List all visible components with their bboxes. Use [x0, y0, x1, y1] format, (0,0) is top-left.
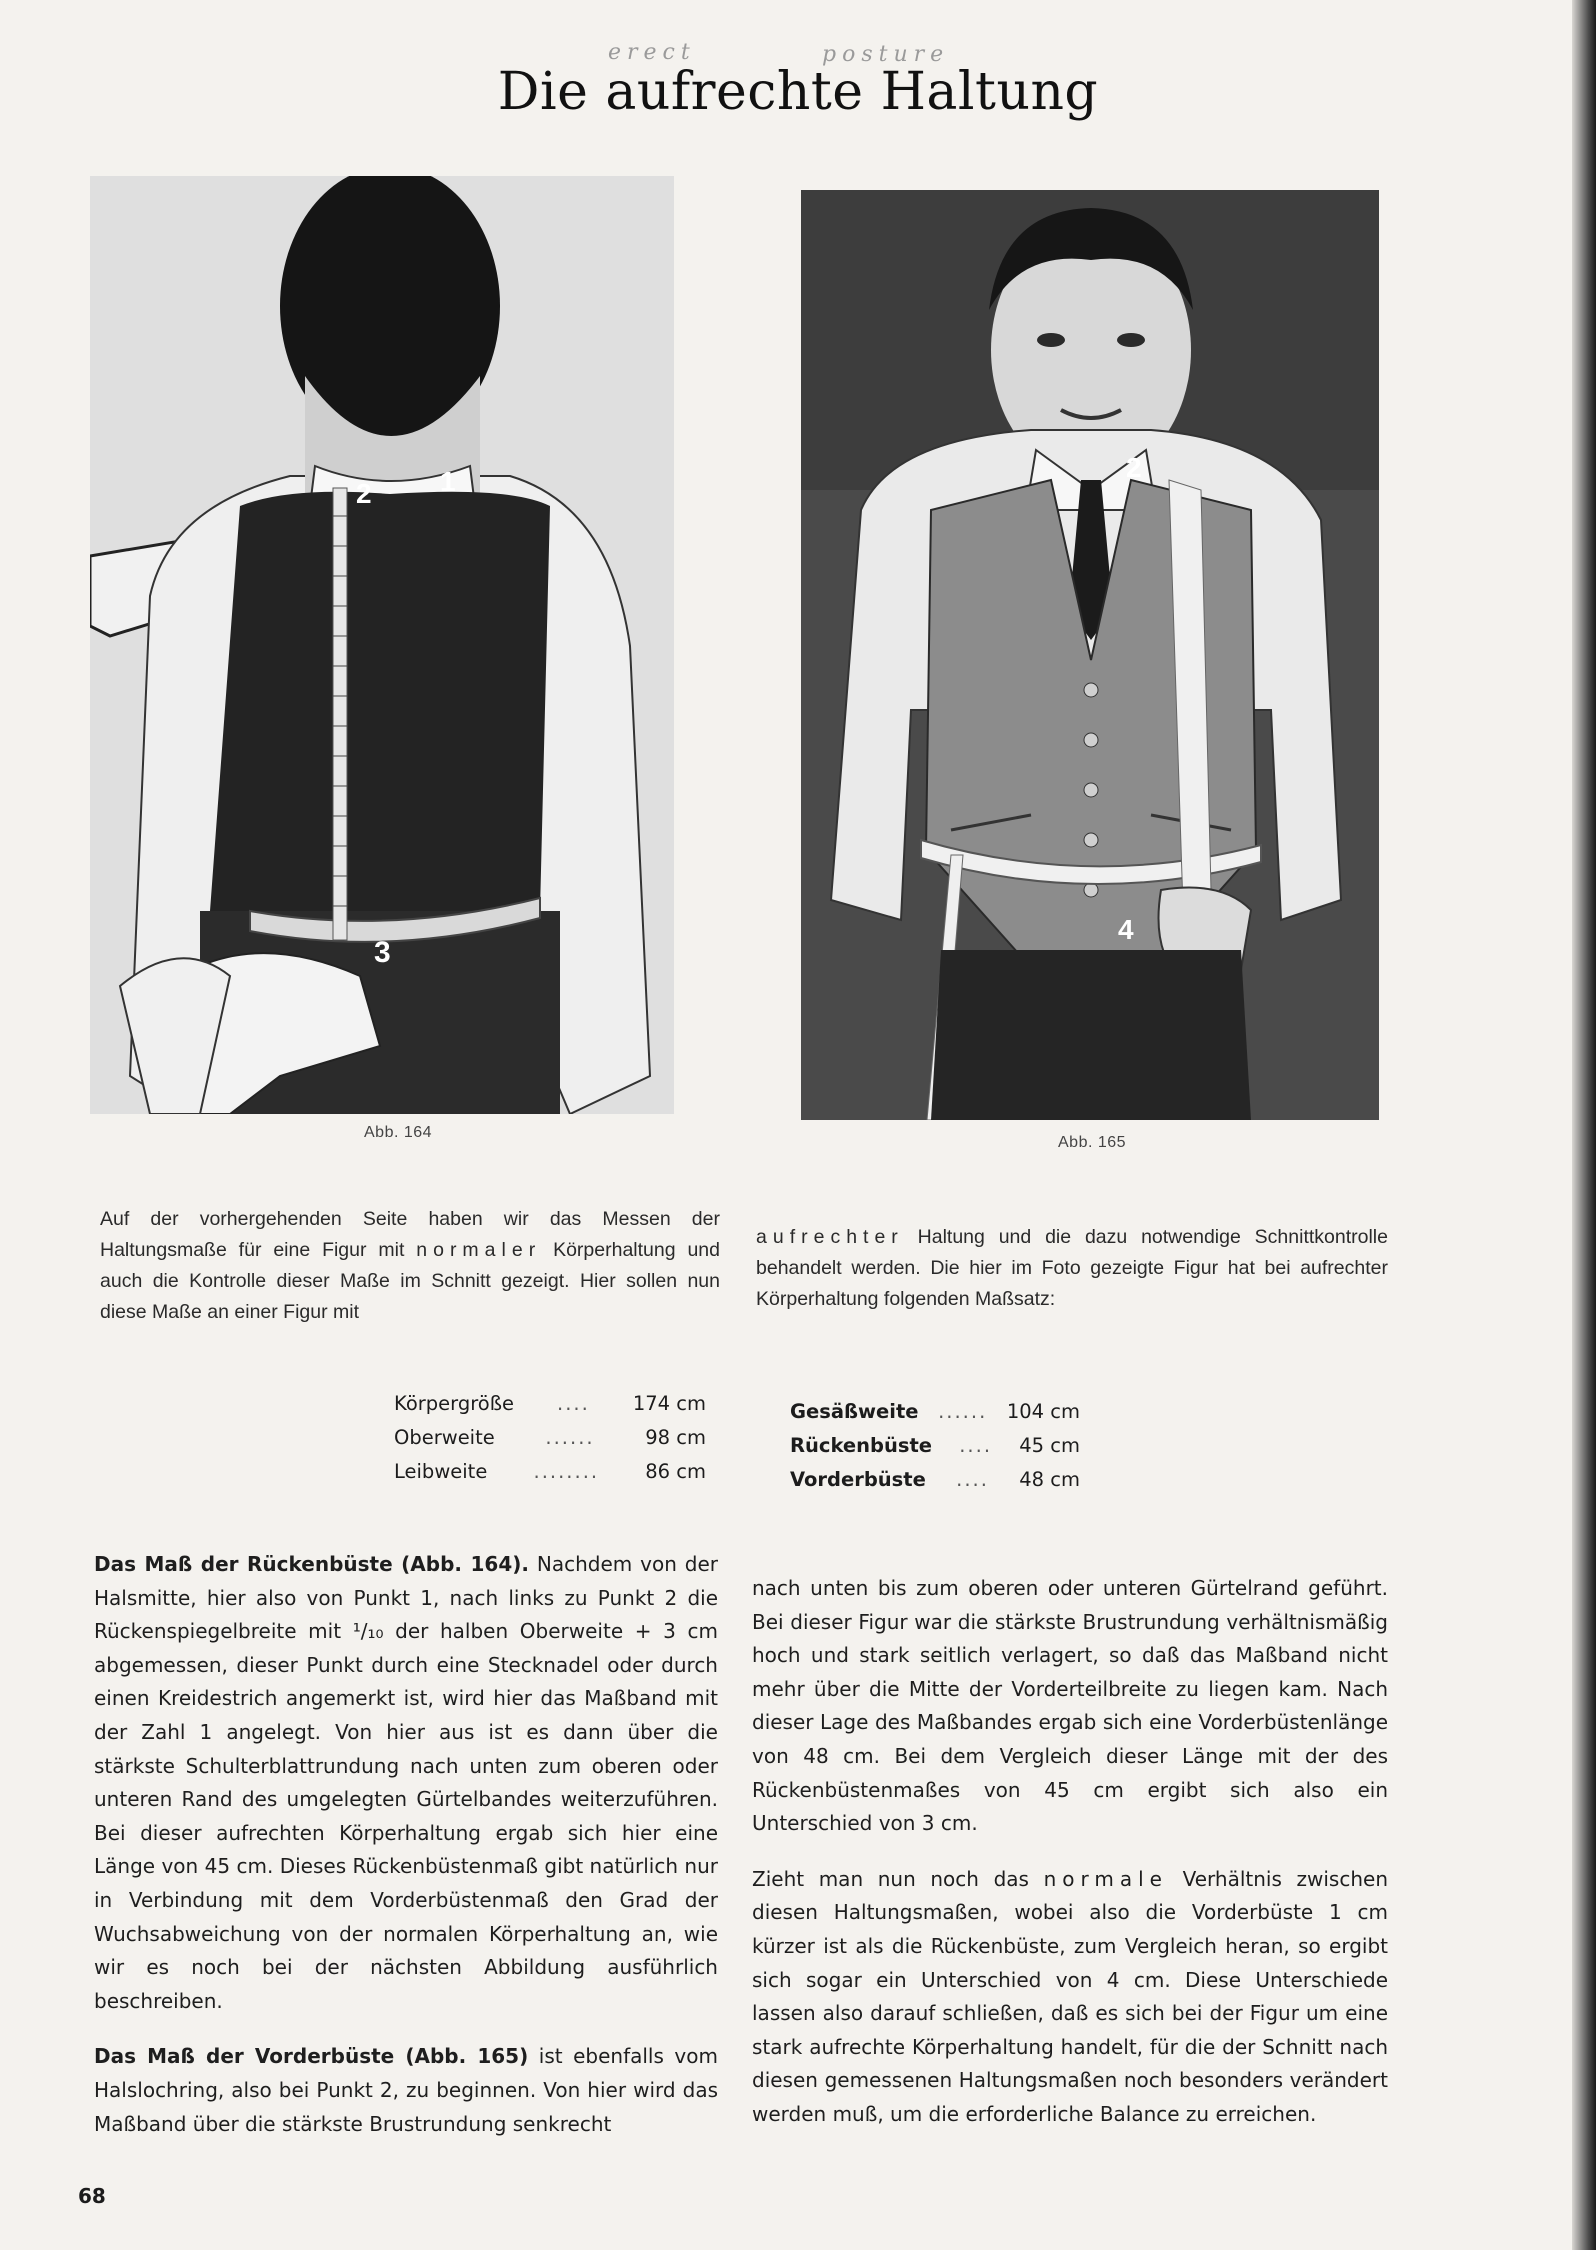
paragraph-rueckenbueste [94, 1548, 718, 2018]
measurement-row [394, 1420, 706, 1454]
page-binding-edge [1572, 0, 1596, 2250]
paragraph-continuation [752, 1572, 1388, 1841]
intro-left-text-a: Auf der vorhergehenden Seite haben wir das Messen der Haltungsmaße für eine Figur mit [100, 1208, 720, 1261]
fig165-point-4: 4 [1118, 914, 1134, 945]
paragraph-vorderbueste [94, 2040, 718, 2141]
fig165-point-2: 2 [1126, 452, 1142, 483]
measurement-row [394, 1454, 706, 1488]
paragraph-text: Nachdem von der Halsmitte, hier also von Punkt 1, nach links zu Punkt 2 die Rückenspiegelbreite mit ¹/₁₀ der halben Oberweite + 3 cm abgemessen, dieser Punkt durch eine Stecknadel oder durch einen Kreidestrich angemerkt ist, wird hier das Maßband mit der Zahl 1 angelegt. Von hier aus ist es dann über die stärkste Schulterblattrundung nach unten zum oberen oder unteren Rand des umgelegten Gürtelbandes weiterzuführen. Bei dieser aufrechten Körperhaltung ergab sich hier eine Länge von 45 cm. Dieses Rückenbüstenmaß gibt natürlich nur in Verbindung mit dem Vorderbüstenmaß den Grad der Wuchsabweichung von der normalen Körperhaltung an, wie wir es noch bei der nächsten Abbildung ausführlich beschreiben. [94, 1552, 718, 2013]
page-title: Die aufrechte Haltung [497, 62, 1099, 122]
intro-left-text-b: Körperhaltung und auch die Kontrolle dieser Maße im Schnitt gezeigt. Hier sollen nun diese Maße an einer Figur mit [100, 1239, 720, 1323]
intro-right-spaced: aufrechter [756, 1226, 904, 1248]
measurement-leader: .... [959, 1433, 993, 1457]
measurement-row [790, 1394, 1080, 1428]
handwritten-note-erect: erect [608, 40, 696, 65]
figure-164-caption: Abb. 164 [364, 1124, 433, 1141]
measurement-label: Oberweite [394, 1425, 495, 1449]
handwritten-note-posture: posture [822, 42, 950, 67]
figure-164-photo [90, 176, 674, 1114]
paragraph-text: nach unten bis zum oberen oder unteren Gürtelrand geführt. Bei dieser Figur war die stärkste Brustrundung verhältnismäßig hoch und stark seitlich verlagert, so daß das Maßband nicht mehr über die Mitte der Vorderteilbreite zu liegen kam. Nach dieser Lage des Maßbandes ergab sich eine Vorderbüstenlänge von 48 cm. Bei dem Vergleich dieser Länge mit der des Rückenbüstenmaßes von 45 cm ergibt sich also ein Unterschied von 3 cm. [752, 1576, 1388, 1836]
measurements-right [790, 1394, 1080, 1496]
body-column-right [752, 1572, 1388, 2154]
measurement-row [394, 1386, 706, 1420]
fig164-point-3: 3 [374, 936, 391, 969]
paragraph-heading: Das Maß der Rückenbüste (Abb. 164). [94, 1552, 529, 1576]
measurement-value: 174 cm [632, 1391, 706, 1415]
paragraph-spaced-word: normale [1043, 1866, 1168, 1891]
intro-right-text-a: Haltung und die dazu notwendige Schnittkontrolle behandelt werden. Die hier im Foto gezeigte Figur hat bei aufrechter Körperhaltung folgenden Maßsatz: [756, 1226, 1388, 1310]
measurement-label: Körpergröße [394, 1391, 514, 1415]
measurement-leader: .... [956, 1467, 989, 1491]
measurement-row [790, 1462, 1080, 1496]
paragraph-heading: Das Maß der Vorderbüste (Abb. 165) [94, 2044, 529, 2069]
measurement-leader: ...... [938, 1399, 988, 1423]
fig164-point-1: 1 [440, 466, 456, 497]
measurement-leader: ........ [533, 1459, 600, 1483]
measurement-label: Vorderbüste [790, 1467, 926, 1491]
intro-paragraph-right [756, 1222, 1388, 1315]
intro-paragraph-left [100, 1204, 720, 1328]
figure-165-photo [801, 190, 1379, 1120]
measurement-value: 98 cm [645, 1425, 706, 1449]
measurement-value: 104 cm [1006, 1399, 1080, 1423]
intro-left-spaced: normaler [416, 1239, 542, 1261]
fig164-point-2: 2 [356, 478, 372, 509]
measurement-label: Leibweite [394, 1459, 488, 1483]
measurement-value: 48 cm [1019, 1467, 1080, 1491]
measurement-value: 45 cm [1019, 1433, 1080, 1457]
measurement-value: 86 cm [645, 1459, 706, 1483]
paragraph-comparison [752, 1863, 1388, 2132]
measurement-leader: ...... [545, 1425, 595, 1449]
figure-165-caption: Abb. 165 [1058, 1134, 1127, 1151]
measurements-left [394, 1386, 706, 1488]
paragraph-text: Verhältnis zwischen diesen Haltungsmaßen, wobei also die Vorderbüste 1 cm kürzer ist als die Rückenbüste, zum Vergleich heran, so ergibt sich sogar ein Unterschied von 4 cm. Diese Unterschiede lassen also darauf schließen, daß es sich bei der Figur um eine stark aufrechte Körperhaltung handelt, für die der Schnitt nach diesen gemessenen Haltungsmaßen noch besonders verändert werden muß, um die erforderliche Balance zu erreichen. [752, 1866, 1388, 2126]
measurement-leader: .... [557, 1391, 590, 1415]
measurement-label: Gesäßweite [790, 1399, 919, 1423]
page-number: 68 [78, 2184, 106, 2208]
measurement-row [790, 1428, 1080, 1462]
paragraph-text: ist ebenfalls vom Halslochring, also bei Punkt 2, zu beginnen. Von hier wird das Maßband über die stärkste Brustrundung senkrecht [94, 2044, 718, 2136]
paragraph-text: Zieht man nun noch das [752, 1866, 1044, 1891]
measurement-label: Rückenbüste [790, 1433, 933, 1457]
body-column-left [94, 1548, 718, 2163]
